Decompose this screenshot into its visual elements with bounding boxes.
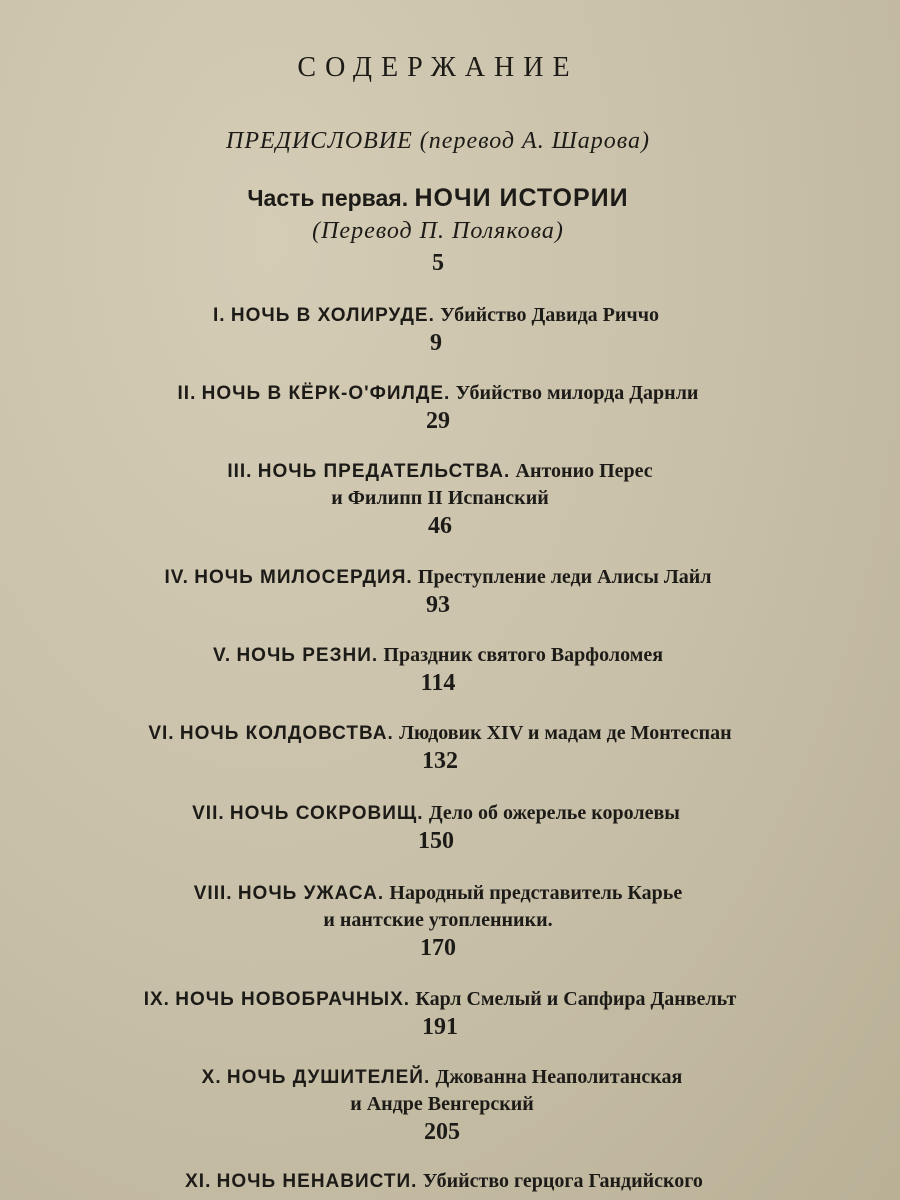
chapter-number: II.	[177, 383, 197, 404]
toc-entry-11	[0, 1168, 894, 1195]
toc-entry-8	[0, 880, 888, 962]
chapter-subtitle: Дело об ожерелье королевы	[428, 802, 680, 824]
chapter-number: IX.	[143, 989, 170, 1010]
chapter-number: VII.	[192, 803, 225, 824]
chapter-page-number: 132	[422, 748, 458, 774]
chapter-number: X.	[201, 1067, 222, 1088]
chapter-subtitle-continued: и Андре Венгерский	[350, 1093, 534, 1115]
chapter-title: НОЧЬ НЕНАВИСТИ.	[216, 1171, 418, 1192]
chapter-title: НОЧЬ РЕЗНИ.	[236, 645, 379, 666]
chapter-subtitle: Убийство Давида Риччо	[440, 304, 659, 326]
chapter-title: НОЧЬ МИЛОСЕРДИЯ.	[194, 567, 413, 588]
toc-entry-7	[0, 800, 886, 855]
toc-entry-6	[0, 720, 890, 775]
toc-entry-4	[0, 564, 888, 619]
chapter-subtitle: Преступление леди Алисы Лайл	[417, 566, 712, 588]
part-heading	[0, 184, 876, 213]
toc-entry-1	[0, 302, 886, 357]
toc-entry-9	[0, 986, 890, 1041]
chapter-number: V.	[212, 645, 232, 666]
chapter-page-number: 205	[424, 1119, 460, 1145]
chapter-number: I.	[213, 305, 226, 326]
chapter-page-number: 9	[430, 330, 442, 356]
chapter-page-number: 191	[422, 1014, 458, 1040]
toc-entry-5	[0, 642, 888, 697]
part-page-number: 5	[432, 250, 444, 276]
chapter-subtitle: Карл Смелый и Сапфира Данвельт	[415, 988, 737, 1010]
part-translator: (Перевод П. Полякова)	[312, 218, 564, 244]
chapter-title: НОЧЬ В ХОЛИРУДЕ.	[230, 305, 435, 326]
chapter-title: НОЧЬ СОКРОВИЩ.	[229, 803, 424, 824]
chapter-subtitle: Убийство герцога Гандийского	[422, 1170, 703, 1192]
chapter-page-number: 93	[426, 592, 450, 618]
chapter-subtitle: Убийство милорда Дарнли	[455, 382, 699, 404]
chapter-number: XI.	[185, 1171, 212, 1192]
chapter-subtitle: Людовик XIV и мадам де Монтеспан	[399, 722, 732, 744]
preface-entry: ПРЕДИСЛОВИЕ (перевод А. Шарова)	[226, 128, 650, 154]
part-label: Часть первая.	[247, 185, 409, 211]
toc-entry-2	[0, 380, 888, 435]
chapter-title: НОЧЬ В КЁРК-О'ФИЛДЕ.	[201, 383, 451, 404]
chapter-page-number: 29	[426, 408, 450, 434]
chapter-title: НОЧЬ ДУШИТЕЛЕЙ.	[226, 1067, 431, 1088]
chapter-number: III.	[227, 461, 253, 482]
chapter-subtitle-continued: и нантские утопленники.	[323, 909, 553, 931]
chapter-subtitle-continued: и Филипп II Испанский	[331, 487, 549, 509]
chapter-title: НОЧЬ КОЛДОВСТВА.	[179, 723, 394, 744]
chapter-number: VI.	[148, 723, 175, 744]
chapter-title: НОЧЬ ПРЕДАТЕЛЬСТВА.	[257, 461, 511, 482]
chapter-page-number: 46	[428, 513, 452, 539]
chapter-subtitle: Праздник святого Варфоломея	[383, 644, 664, 666]
toc-entry-10	[0, 1064, 892, 1146]
chapter-subtitle: Народный представитель Карье	[389, 882, 683, 904]
chapter-page-number: 114	[420, 670, 456, 696]
page-title: СОДЕРЖАНИЕ	[297, 52, 579, 83]
part-name: НОЧИ ИСТОРИИ	[414, 184, 629, 212]
chapter-title: НОЧЬ УЖАСА.	[237, 883, 385, 904]
toc-entry-3	[0, 458, 890, 540]
chapter-number: VIII.	[193, 883, 233, 904]
chapter-title: НОЧЬ НОВОБРАЧНЫХ.	[175, 989, 411, 1010]
chapter-number: IV.	[164, 567, 189, 588]
chapter-subtitle: Джованна Неаполитанская	[435, 1066, 683, 1088]
chapter-page-number: 170	[420, 935, 456, 961]
chapter-subtitle: Антонио Перес	[515, 460, 653, 482]
chapter-page-number: 150	[418, 828, 454, 854]
